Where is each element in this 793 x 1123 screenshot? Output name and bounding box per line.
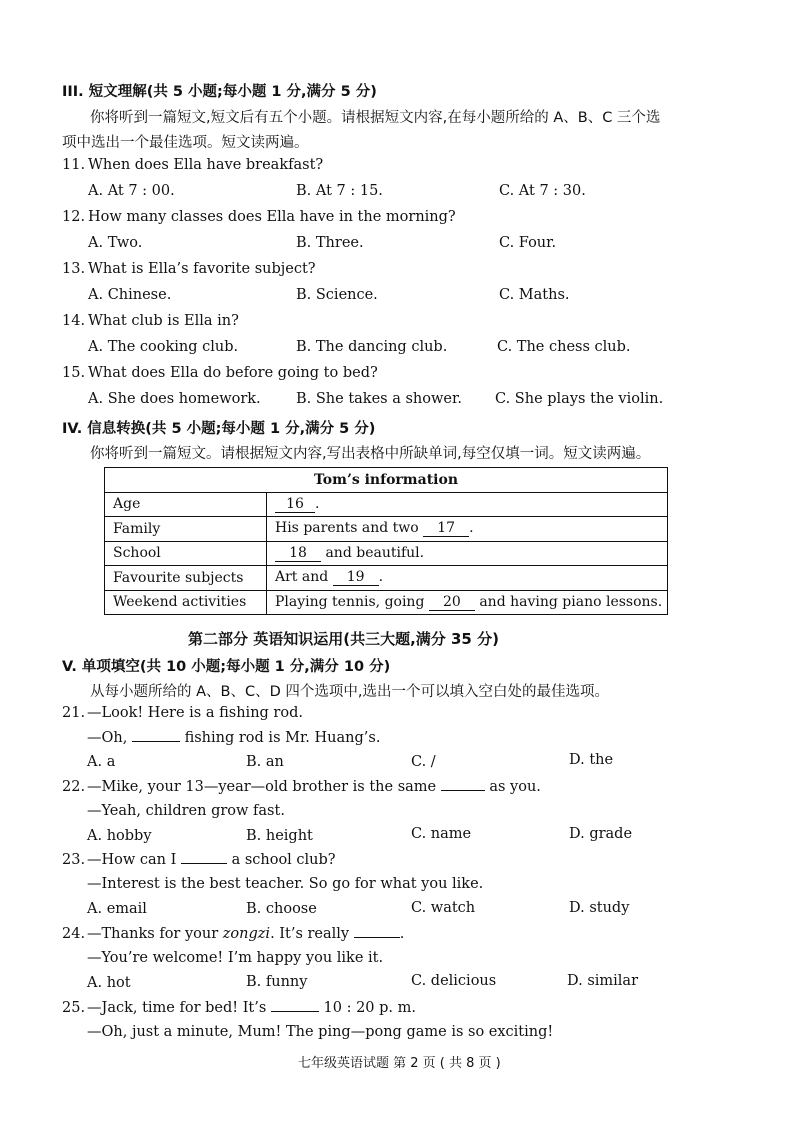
table-row — [105, 590, 668, 615]
question-14-option-c: C. The chess club. — [497, 339, 631, 355]
question-21-option-a: A. a — [87, 754, 116, 770]
question-25-number: 25. — [62, 1000, 86, 1016]
row-pre-text: Art and — [275, 569, 329, 586]
question-23-number: 23. — [62, 852, 86, 868]
question-12-number: 12. — [62, 209, 86, 225]
section-3-heading: III. 短文理解(共 5 小题;每小题 1 分,满分 5 分) — [62, 84, 377, 100]
blank-20[interactable]: 20 — [429, 595, 475, 611]
question-12-option-b: B. Three. — [296, 235, 364, 251]
row-label-age: Age — [105, 492, 267, 517]
line-post-text: a school club? — [231, 852, 336, 868]
question-11-number: 11. — [62, 157, 86, 173]
line-pre-text: —Jack, time for bed! It’s — [87, 1000, 267, 1016]
question-15-text: What does Ella do before going to bed? — [88, 365, 378, 381]
section-4-instruction: 你将听到一篇短文。请根据短文内容,写出表格中所缺单词,每空仅填一词。短文读两遍。 — [90, 446, 651, 462]
question-25-blank[interactable] — [271, 1011, 319, 1012]
section-3-instruction-line1: 你将听到一篇短文,短文后有五个小题。请根据短文内容,在每小题所给的 A、B、C 三个选 — [90, 110, 661, 126]
question-23-option-a: A. email — [87, 901, 147, 917]
line-pre-text: —Thanks for your — [87, 926, 219, 942]
table-row — [105, 541, 668, 566]
question-15-number: 15. — [62, 365, 86, 381]
question-13-option-a: A. Chinese. — [88, 287, 172, 303]
question-21-option-d: D. the — [569, 752, 614, 768]
question-23-blank[interactable] — [181, 863, 227, 864]
row-post-text: and beautiful. — [325, 544, 425, 561]
table-row — [105, 517, 668, 542]
question-23-line2: —Interest is the best teacher. So go for what you like. — [87, 876, 484, 892]
row-pre-text: Playing tennis, going — [275, 593, 425, 610]
row-label-family: Family — [105, 517, 267, 542]
question-25-line1 — [87, 1000, 416, 1016]
question-21-line1: —Look! Here is a fishing rod. — [87, 705, 303, 721]
question-21-option-c: C. / — [411, 754, 436, 770]
blank-16[interactable]: 16 — [275, 497, 315, 513]
question-12-text: How many classes does Ella have in the morning? — [88, 209, 456, 225]
row-content-school — [267, 541, 668, 566]
question-11-option-c: C. At 7 : 30. — [499, 183, 586, 199]
row-content-weekend-activities — [267, 590, 668, 615]
row-post-text: . — [469, 520, 474, 537]
page-footer: 七年级英语试题 第 2 页 ( 共 8 页 ) — [298, 1056, 501, 1071]
line-pre-text: —How can I — [87, 852, 177, 868]
question-14-number: 14. — [62, 313, 86, 329]
table-row — [105, 492, 668, 517]
row-post-text: and having piano lessons. — [479, 593, 663, 610]
question-23-option-d: D. study — [569, 900, 630, 916]
question-22-option-a: A. hobby — [87, 828, 152, 844]
question-14-text: What club is Ella in? — [88, 313, 239, 329]
blank-18[interactable]: 18 — [275, 546, 321, 562]
row-label-weekend-activities: Weekend activities — [105, 590, 267, 615]
question-22-option-d: D. grade — [569, 826, 633, 842]
question-15-option-a: A. She does homework. — [88, 391, 261, 407]
line-post-text: as you. — [489, 779, 541, 795]
line-post-text: fishing rod is Mr. Huang’s. — [184, 730, 381, 746]
question-11-text: When does Ella have breakfast? — [88, 157, 324, 173]
question-12-option-a: A. Two. — [88, 235, 143, 251]
question-14-option-a: A. The cooking club. — [88, 339, 239, 355]
question-12-option-c: C. Four. — [499, 235, 557, 251]
question-24-blank[interactable] — [354, 937, 400, 938]
blank-17[interactable]: 17 — [423, 521, 469, 537]
question-24-option-c: C. delicious — [411, 973, 497, 989]
row-post-text: . — [378, 569, 384, 586]
question-13-number: 13. — [62, 261, 86, 277]
section-4-heading: IV. 信息转换(共 5 小题;每小题 1 分,满分 5 分) — [62, 421, 376, 437]
row-pre-text: His parents and two — [275, 520, 419, 537]
part-2-heading: 第二部分 英语知识运用(共三大题,满分 35 分) — [188, 630, 499, 648]
question-21-number: 21. — [62, 705, 86, 721]
question-21-line2 — [87, 730, 380, 746]
blank-19[interactable]: 19 — [333, 570, 379, 586]
question-13-text: What is Ella’s favorite subject? — [88, 261, 316, 277]
question-24-option-a: A. hot — [87, 975, 131, 991]
question-13-option-c: C. Maths. — [499, 287, 570, 303]
question-13-option-b: B. Science. — [296, 287, 378, 303]
question-24-option-d: D. similar — [567, 973, 639, 989]
question-24-option-b: B. funny — [246, 974, 308, 990]
row-content-family — [267, 517, 668, 542]
question-22-blank[interactable] — [441, 790, 485, 791]
row-post-text: . — [315, 495, 320, 512]
question-11-option-b: B. At 7 : 15. — [296, 183, 383, 199]
table-title: Tom’s information — [105, 468, 668, 493]
section-3-instruction-line2: 项中选出一个最佳选项。短文读两遍。 — [62, 135, 309, 151]
question-22-number: 22. — [62, 779, 86, 795]
line-mid-text: . It’s really — [270, 926, 350, 942]
question-15-option-b: B. She takes a shower. — [296, 391, 462, 407]
question-24-number: 24. — [62, 926, 86, 942]
question-22-line1 — [87, 779, 541, 795]
question-24-line1 — [87, 926, 404, 942]
question-22-option-c: C. name — [411, 826, 472, 842]
question-21-blank[interactable] — [132, 741, 180, 742]
section-5-instruction: 从每小题所给的 A、B、C、D 四个选项中,选出一个可以填入空白处的最佳选项。 — [90, 684, 609, 700]
info-table — [104, 467, 668, 615]
question-23-option-c: C. watch — [411, 900, 476, 916]
question-23-option-b: B. choose — [246, 901, 317, 917]
question-15-option-c: C. She plays the violin. — [495, 391, 664, 407]
row-label-favourite-subjects: Favourite subjects — [105, 566, 267, 591]
question-25-line2: —Oh, just a minute, Mum! The ping—pong game is so exciting! — [87, 1024, 554, 1040]
question-23-line1 — [87, 852, 336, 868]
row-content-favourite-subjects — [267, 566, 668, 591]
table-row — [105, 566, 668, 591]
line-post-text: . — [399, 926, 405, 942]
question-21-option-b: B. an — [246, 754, 284, 770]
section-5-heading: V. 单项填空(共 10 小题;每小题 1 分,满分 10 分) — [62, 659, 391, 675]
question-11-option-a: A. At 7 : 00. — [88, 183, 175, 199]
row-content-age — [267, 492, 668, 517]
question-22-line2: —Yeah, children grow fast. — [87, 803, 285, 819]
question-24-line2: —You’re welcome! I’m happy you like it. — [87, 950, 384, 966]
line-pre-text: —Oh, — [87, 730, 128, 746]
line-post-text: 10 : 20 p. m. — [323, 1000, 417, 1016]
row-label-school: School — [105, 541, 267, 566]
zongzi-word: zongzi — [222, 926, 271, 942]
question-14-option-b: B. The dancing club. — [296, 339, 448, 355]
question-22-option-b: B. height — [246, 828, 313, 844]
line-pre-text: —Mike, your 13—year—old brother is the same — [87, 779, 437, 795]
